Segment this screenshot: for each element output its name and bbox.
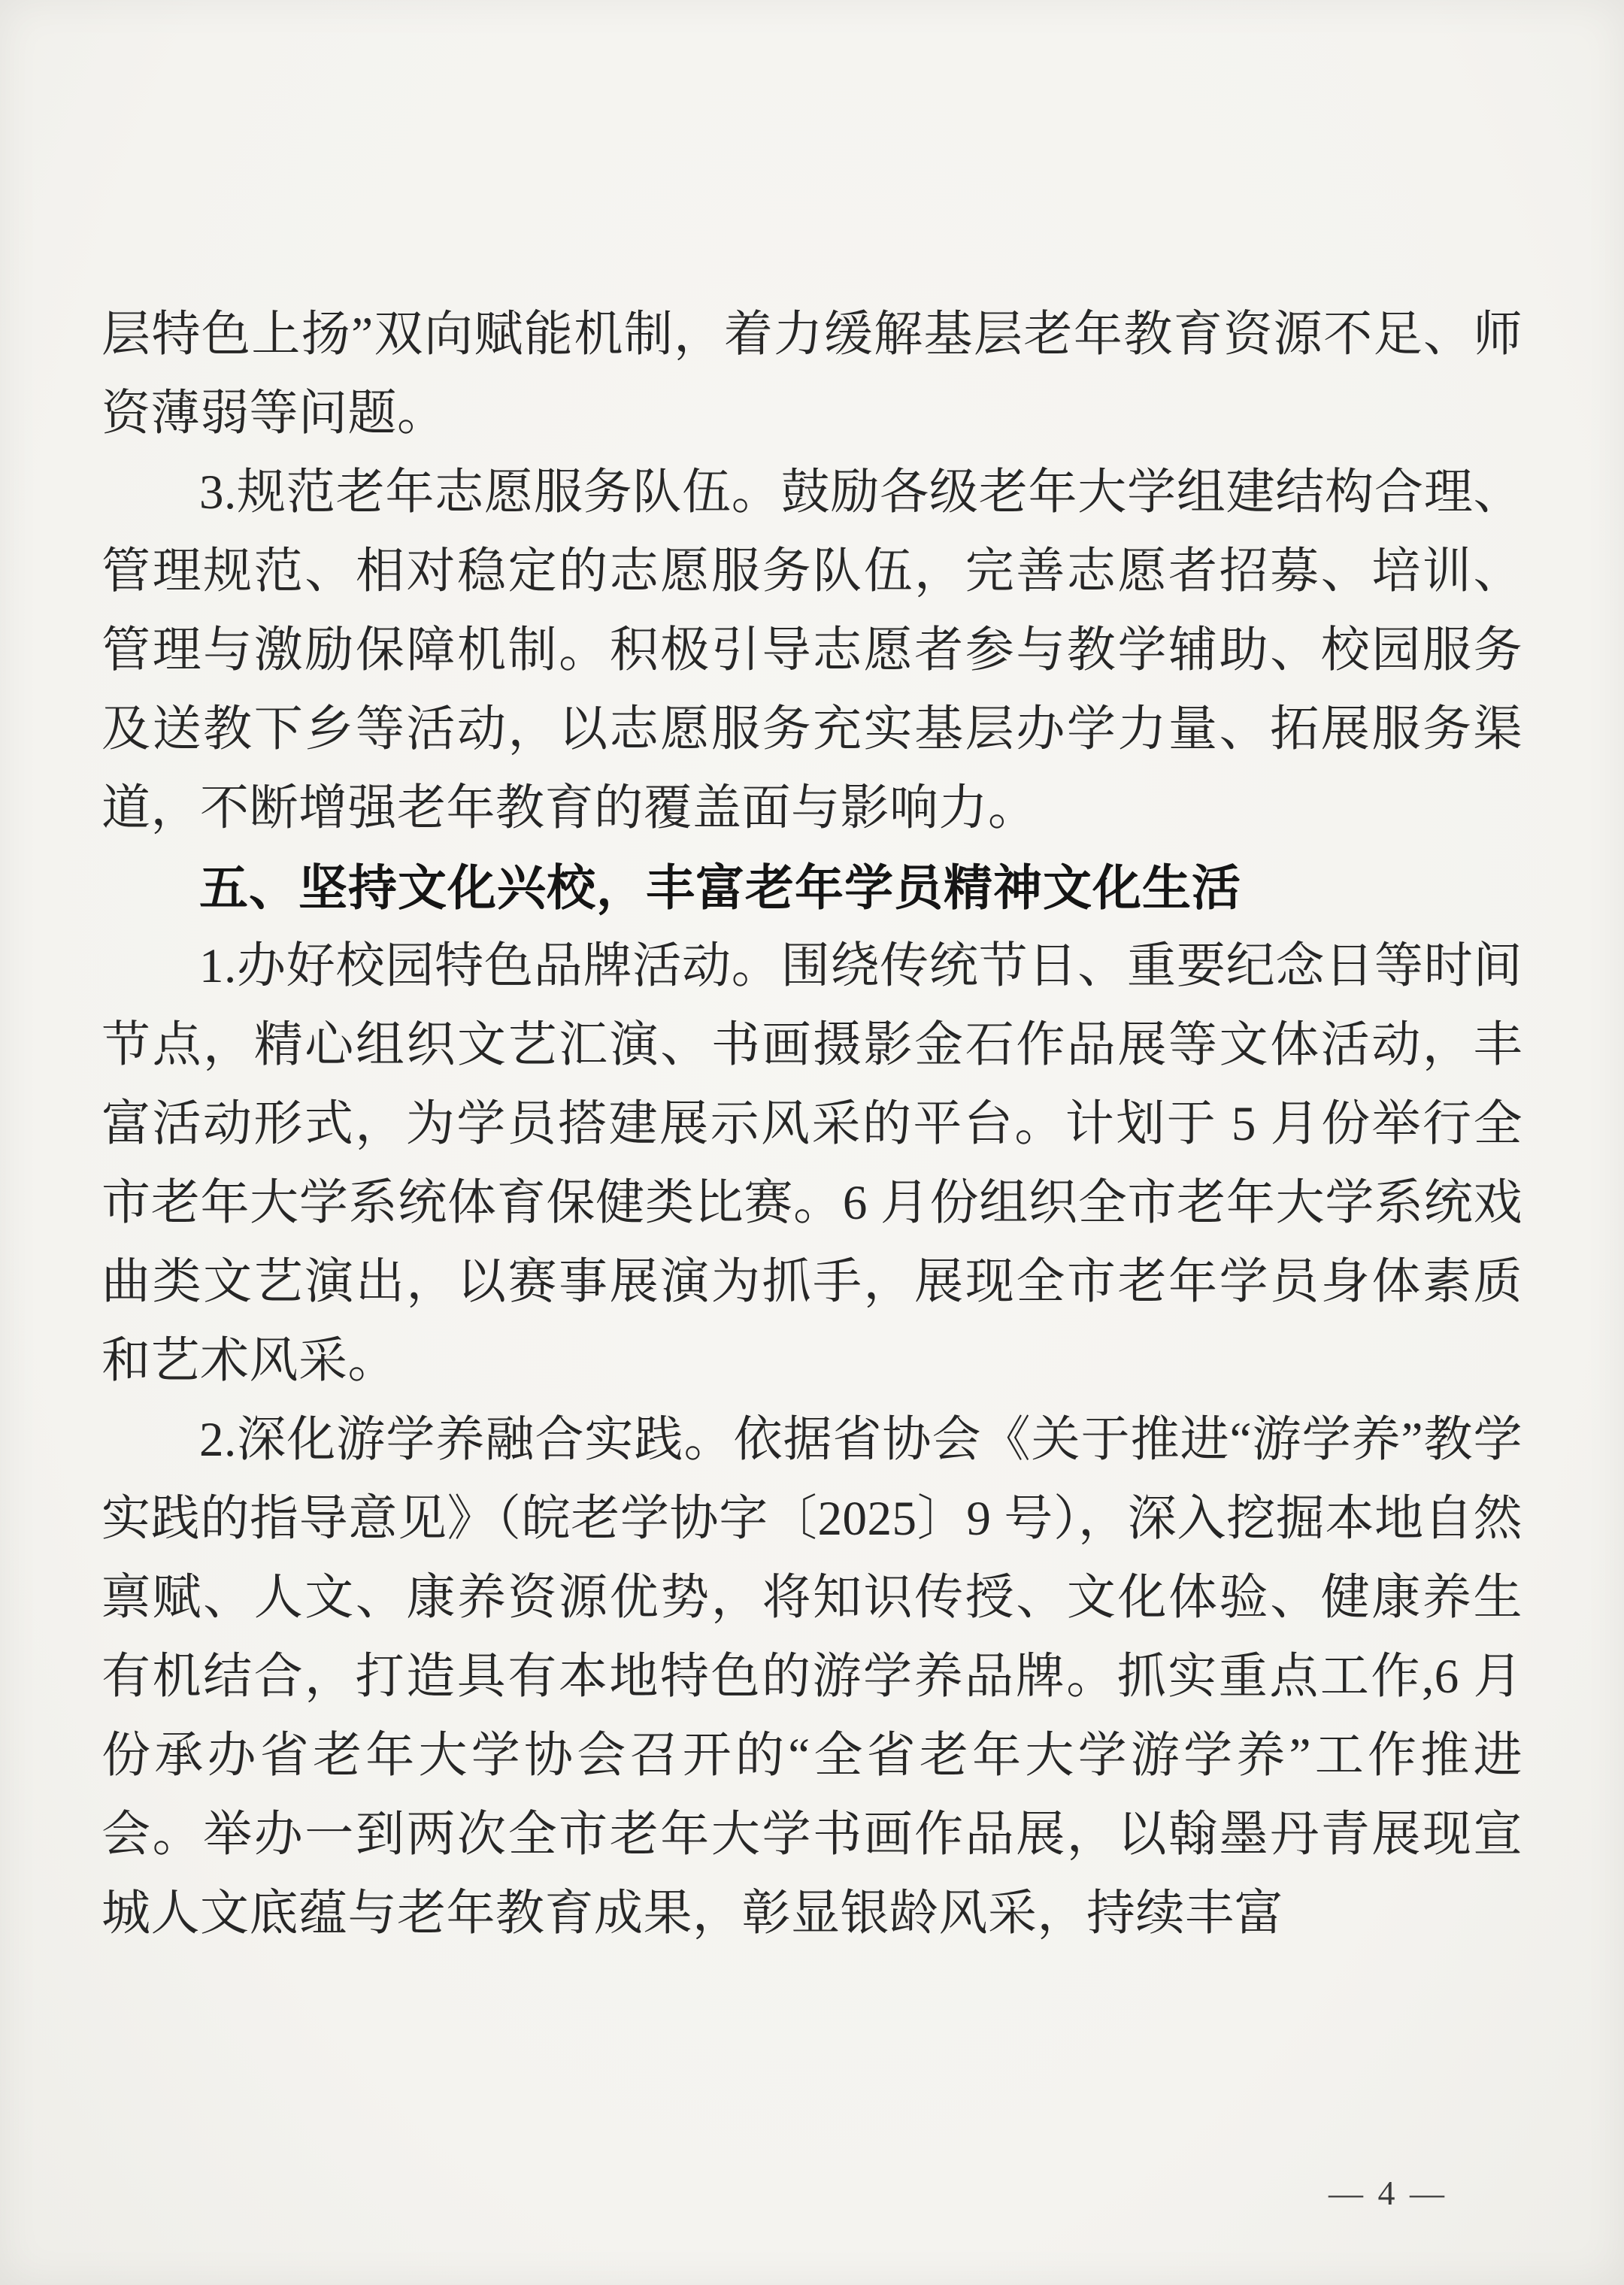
paragraph-volunteer-service: 3.规范老年志愿服务队伍。鼓励各级老年大学组建结构合理、管理规范、相对稳定的志愿服务队伍，完善志愿者招募、培训、管理与激励保障机制。积极引导志愿者参与教学辅助、校园服务及送教下乡等活动，以志愿服务充实基层办学力量、拓展服务渠道，不断增强老年教育的覆盖面与影响力。 — [102, 465, 1522, 835]
section-heading-five: 五、坚持文化兴校，丰富老年学员精神文化生活 — [199, 860, 1242, 915]
document-text-block — [102, 295, 1522, 1953]
paragraph-campus-brand-activities: 1.办好校园特色品牌活动。围绕传统节日、重要纪念日等时间节点，精心组织文艺汇演、书画摄影金石作品展等文体活动，丰富活动形式，为学员搭建展示风采的平台。计划于 5 月份举行全市老年大学系统体育保健类比赛。6 月份组织全市老年大学系统戏曲类文艺演出，以赛事展演为抓手，展现全市老年学员身体素质和艺术风采。 — [102, 939, 1522, 1388]
page-number: — 4 — — [1329, 2174, 1447, 2212]
paragraph-continuation: 层特色上扬”双向赋能机制，着力缓解基层老年教育资源不足、师资薄弱等问题。 — [102, 308, 1522, 441]
paragraph-study-travel-wellness: 2.深化游学养融合实践。依据省协会《关于推进“游学养”教学实践的指导意见》（皖老学协字〔2025〕9 号），深入挖掘本地自然禀赋、人文、康养资源优势，将知识传授、文化体验、健康养生有机结合，打造具有本地特色的游学养品牌。抓实重点工作,6 月份承办省老年大学协会召开的“全省老年大学游学养”工作推进会。举办一到两次全市老年大学书画作品展，以翰墨丹青展现宣城人文底蕴与老年教育成果，彰显银龄风采，持续丰富 — [102, 1413, 1522, 1941]
